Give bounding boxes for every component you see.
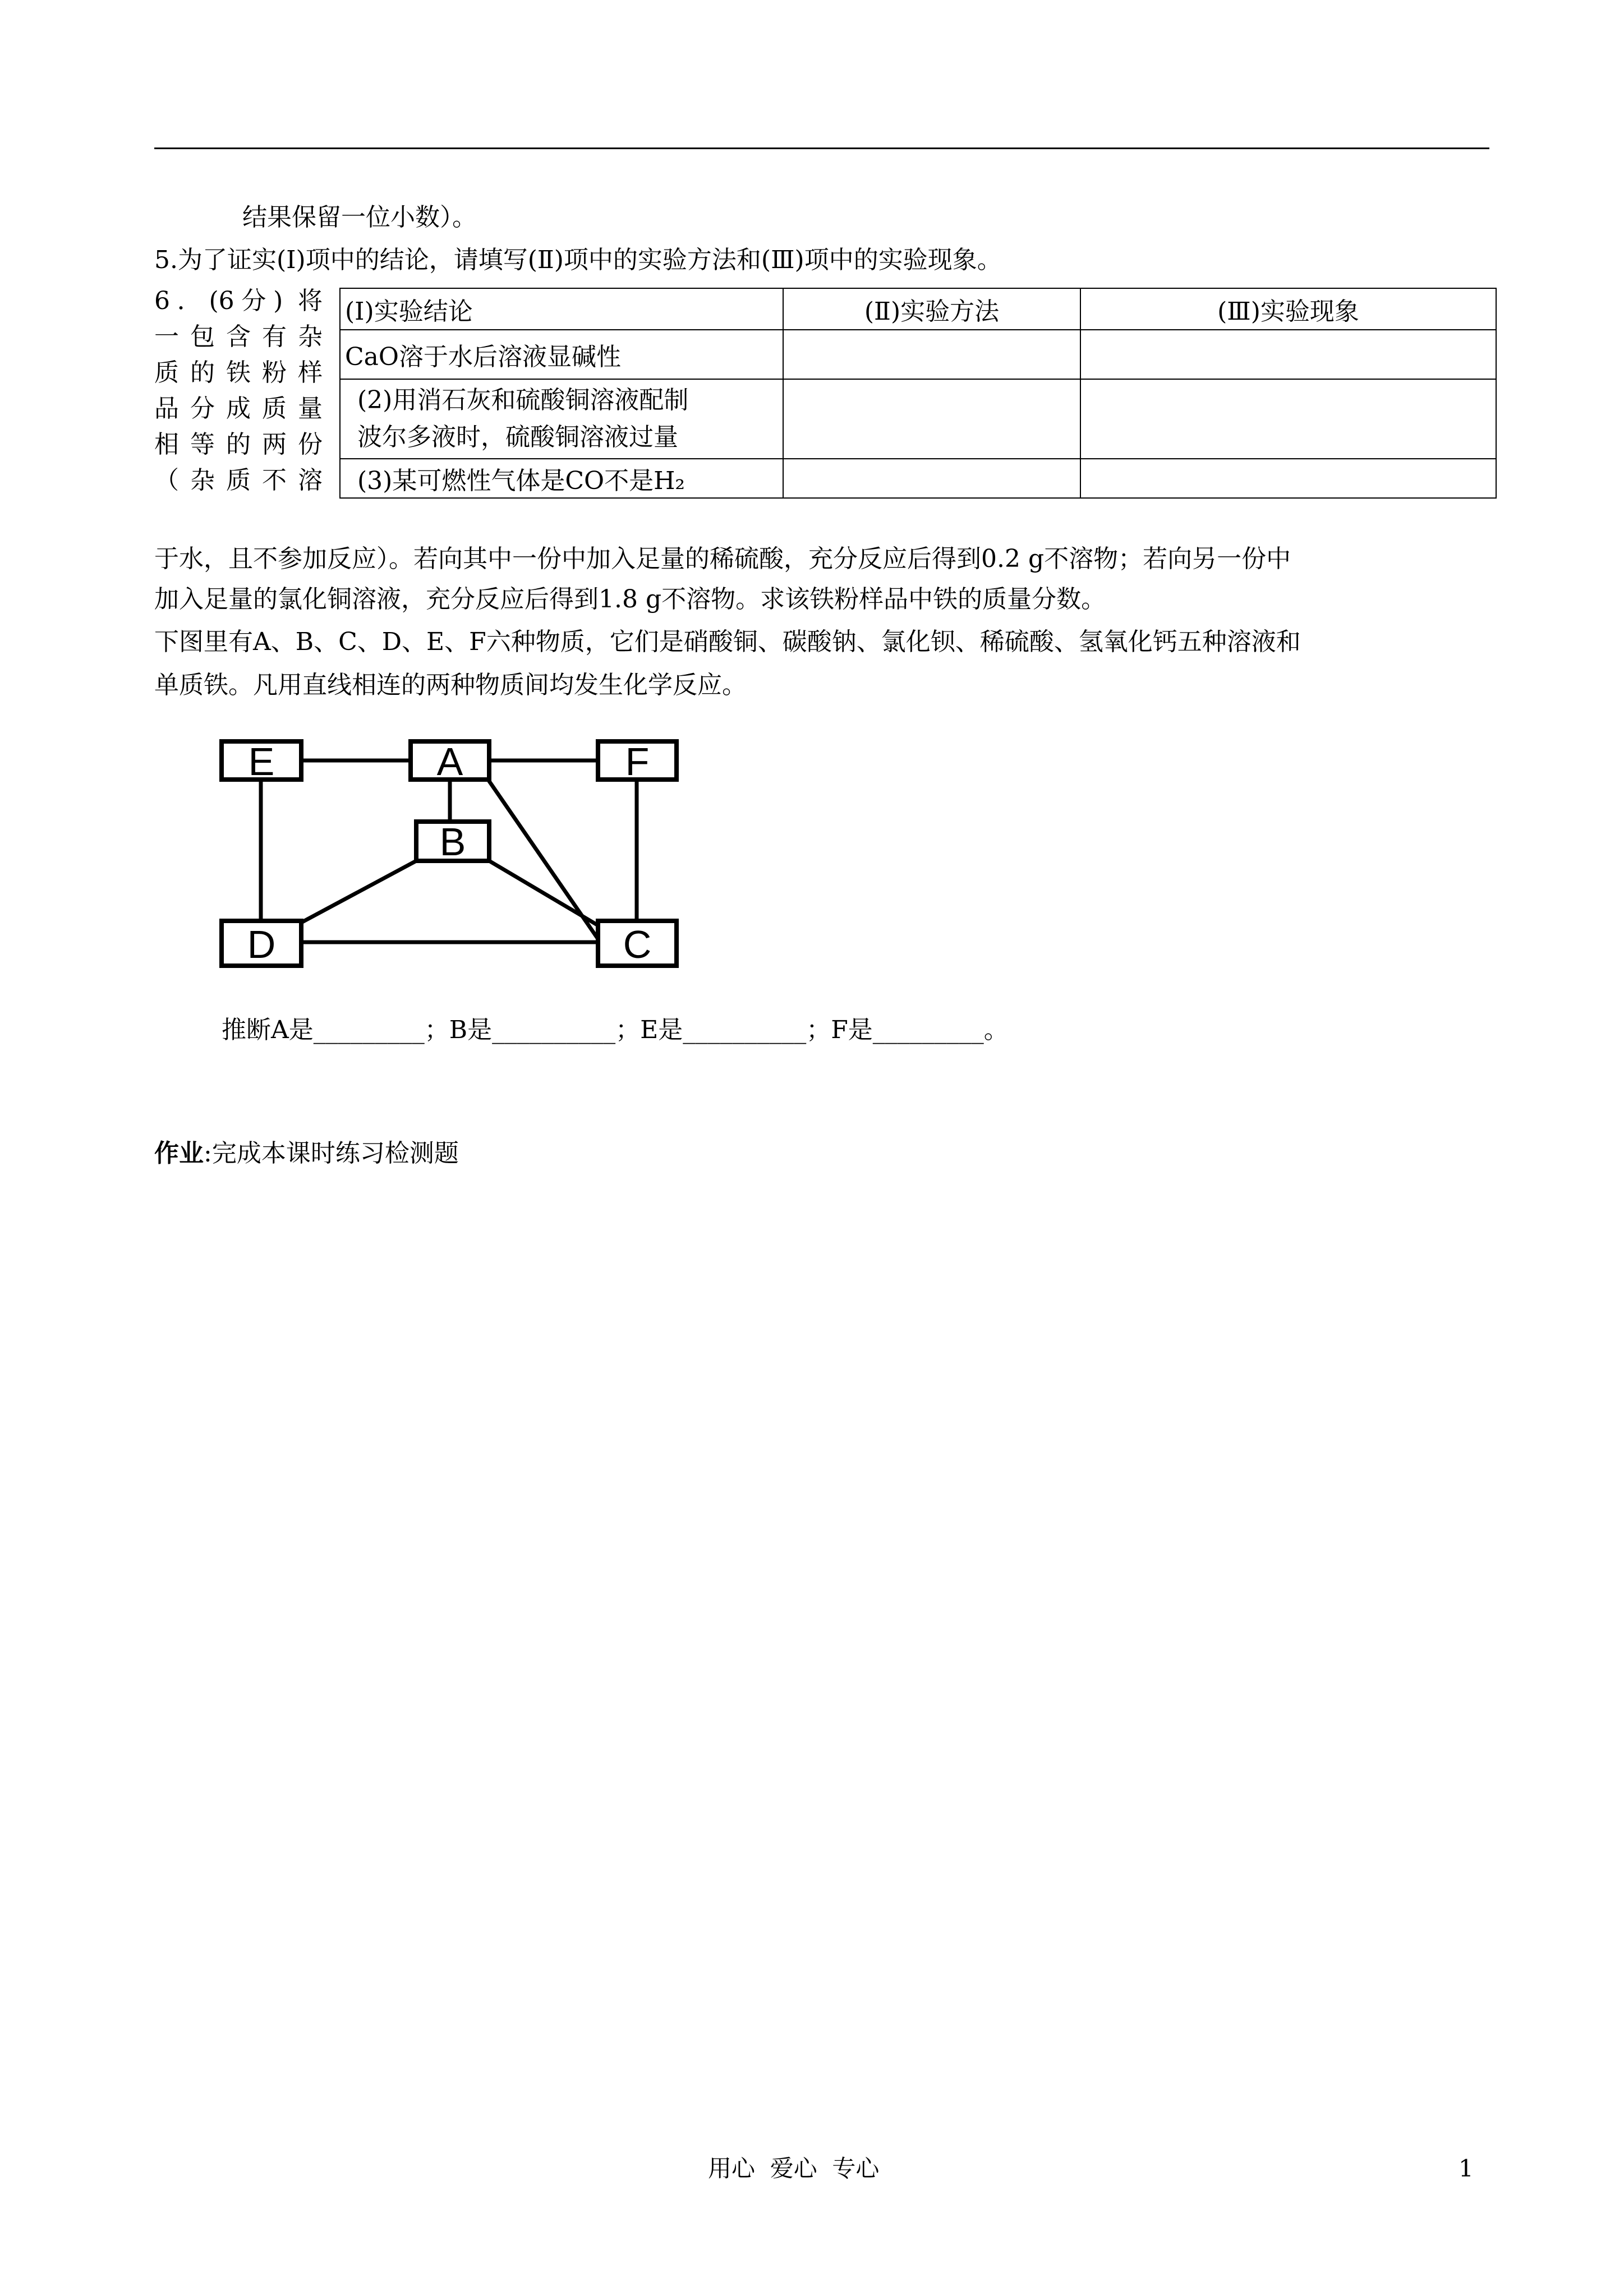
table-cell <box>783 330 1080 379</box>
node-f <box>598 740 677 783</box>
q6-col-line: 质的铁粉样 <box>154 358 323 387</box>
q6-col-line: 一包含有杂 <box>154 322 323 351</box>
reaction-diagram <box>213 723 690 987</box>
homework-label: 作业 <box>154 1139 204 1168</box>
node-f-label: F <box>625 740 650 783</box>
table-header-phenomenon: (Ⅲ)实验现象 <box>1080 288 1496 330</box>
header-rule <box>154 147 1489 149</box>
node-d-label: D <box>247 923 276 966</box>
table-row <box>340 379 1496 459</box>
table-cell <box>783 459 1080 498</box>
q6-text-line: 加入足量的氯化铜溶液，充分反应后得到1.8 g不溶物。求该铁粉样品中铁的质量分数。 <box>154 585 1106 614</box>
node-d <box>222 921 301 966</box>
homework-line <box>154 1136 459 1172</box>
node-b <box>416 820 489 864</box>
table-header-conclusion: (Ⅰ)实验结论 <box>340 288 783 330</box>
node-c <box>598 921 677 966</box>
q6-col-line: 品分成质量 <box>154 394 323 423</box>
experiment-table <box>339 288 1497 499</box>
node-a-label: A <box>436 740 463 783</box>
node-b-label: B <box>439 820 466 864</box>
table-cell <box>783 379 1080 459</box>
page-number: 1 <box>1459 2155 1474 2182</box>
q6-col-line: 相等的两份 <box>154 430 323 459</box>
homework-text: :完成本课时练习检测题 <box>204 1139 459 1168</box>
node-e-label: E <box>248 740 275 783</box>
table-row <box>340 459 1496 498</box>
table-cell <box>1080 330 1496 379</box>
table-cell <box>1080 379 1496 459</box>
text-line-result: 结果保留一位小数）。 <box>242 203 477 232</box>
edge-b-c <box>489 861 598 925</box>
table-cell: (2)用消石灰和硫酸铜溶液配制 波尔多液时，硫酸铜溶液过量 <box>340 379 783 459</box>
edge-b-d <box>301 861 416 923</box>
node-c-label: C <box>623 923 652 966</box>
q7-text-line: 单质铁。凡用直线相连的两种物质间均发生化学反应。 <box>154 671 747 699</box>
q7-text-line: 下图里有A、B、C、D、E、F六种物质，它们是硝酸铜、碳酸钠、氯化钡、稀硫酸、氢氧化钙五种溶液和 <box>154 628 1301 656</box>
q6-col-line: 6．(6分) 将 <box>154 287 323 315</box>
question-6-column <box>154 283 323 499</box>
table-row <box>340 330 1496 379</box>
question-5: 5.为了证实(Ⅰ)项中的结论，请填写(Ⅱ)项中的实验方法和(Ⅲ)项中的实验现象。 <box>154 246 1002 274</box>
table-cell <box>1080 459 1496 498</box>
node-e <box>222 740 301 783</box>
node-a <box>411 740 489 783</box>
table-cell: CaO溶于水后溶液显碱性 <box>340 330 783 379</box>
table-header-row <box>340 288 1496 330</box>
table-cell: (3)某可燃性气体是CO不是H₂ <box>340 459 783 498</box>
q6-col-line: （杂质不溶 <box>154 466 323 495</box>
footer-text: 用心 爱心 专心 <box>708 2155 880 2182</box>
q6-text-line: 于水，且不参加反应）。若向其中一份中加入足量的稀硫酸，充分反应后得到0.2 g不溶物；若向另一份中 <box>154 545 1291 573</box>
table-header-method: (Ⅱ)实验方法 <box>783 288 1080 330</box>
answer-line: 推断A是_________；B是__________；E是__________；F是_________。 <box>222 1016 1009 1044</box>
